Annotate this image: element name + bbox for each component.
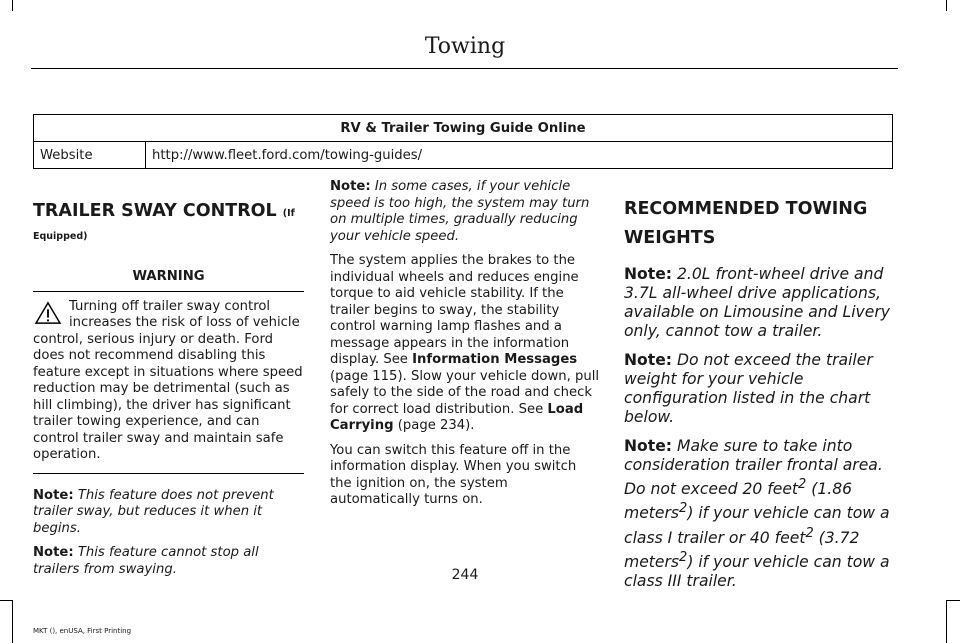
crop-mark [946, 0, 947, 11]
note-text: This feature cannot stop all trailers from swaying. [33, 545, 259, 577]
note-label: Note: [330, 179, 371, 194]
note-text-part: Make sure to take into consideration trailer frontal area. Do not exceed 20 feet [624, 437, 883, 499]
header-rule [31, 68, 898, 69]
crop-mark [946, 600, 947, 643]
middle-column [330, 179, 601, 517]
load-carrying-link[interactable]: Load Carrying [330, 401, 584, 433]
note-text: 2.0L front-wheel drive and 3.7L all-wheel drive applications, available on Limousine and Livery only, cannot tow a trailer. [624, 265, 891, 340]
note [33, 488, 304, 538]
note [624, 351, 896, 427]
note-text: Do not exceed the trailer weight for your vehicle configuration listed in the chart below. [624, 351, 873, 426]
page-title: Towing [424, 34, 506, 59]
note-text: In some cases, if your vehicle speed is too high, the system may turn on multiple times, gradually reducing your vehicle speed. [330, 179, 590, 244]
note-text-part: ) if your vehicle can tow a class I trailer or 40 feet [624, 504, 890, 547]
note-text-part: (3.72 meters [624, 528, 860, 571]
note-label: Note: [33, 545, 74, 560]
warning-title: WARNING [33, 269, 304, 292]
section-title: TRAILER SWAY CONTROL [33, 201, 277, 221]
left-column [33, 179, 304, 586]
superscript: 2 [679, 501, 688, 517]
note-label: Note: [624, 437, 673, 455]
paragraph-text: (page 115). Slow your vehicle down, pull safely to the side of the road and check for correct load distribution. See [330, 368, 600, 417]
note-label: Note: [624, 351, 673, 369]
print-info: MKT (), enUSA, First Printing [33, 627, 132, 635]
crop-mark [12, 600, 13, 643]
page-number: 244 [451, 567, 479, 583]
body-paragraph [330, 253, 601, 435]
table-row-label: Website [34, 142, 146, 169]
warning-triangle-icon [33, 301, 63, 325]
note-text-part: ) if your vehicle can tow a class III trailer. [624, 552, 890, 590]
paragraph-text: (page 234). [393, 418, 475, 433]
note [624, 265, 896, 341]
superscript: 2 [798, 477, 807, 492]
warning-text: Turning off trailer sway control increases the risk of loss of vehicle control, serious injury or death. Ford does not recommend disabling this feature except in situations where speed reduction may be detrimental (such as hill climbing), the driver has significant trailer towing experience, and can control trailer sway and maintain safe operation. [33, 298, 303, 462]
note-label: Note: [33, 487, 74, 503]
superscript: 2 [805, 525, 814, 541]
superscript: 2 [679, 549, 688, 565]
website-link[interactable]: http://www.fleet.ford.com/towing-guides/ [146, 142, 893, 169]
right-column [624, 179, 896, 601]
note-text-part: (1.86 meters [624, 480, 853, 523]
note-label: Note: [624, 265, 673, 283]
section-suffix: (If Equipped) [33, 208, 295, 242]
warning-box [33, 269, 304, 474]
trailer-sway-heading [33, 201, 304, 247]
note-text: This feature does not prevent trailer sway, but reduces it when it begins. [33, 487, 274, 536]
recommended-towing-heading: RECOMMENDED TOWING WEIGHTS [624, 199, 868, 248]
information-messages-link[interactable]: Information Messages [412, 352, 578, 367]
table-heading: RV & Trailer Towing Guide Online [34, 115, 893, 142]
crop-mark [946, 600, 960, 601]
body-paragraph: You can switch this feature off in the information display. When you switch the ignition on, the system automatically turns on. [330, 442, 577, 507]
paragraph-text: The system applies the brakes to the individual wheels and reduces engine torque to aid vehicle stability. If the trailer begins to sway, the stability control warning lamp flashes and a message appears in the information display. See [330, 253, 579, 367]
note [330, 179, 601, 245]
table-row [34, 142, 893, 169]
towing-guide-table [33, 114, 893, 169]
crop-mark [12, 0, 13, 11]
crop-mark [0, 600, 12, 601]
